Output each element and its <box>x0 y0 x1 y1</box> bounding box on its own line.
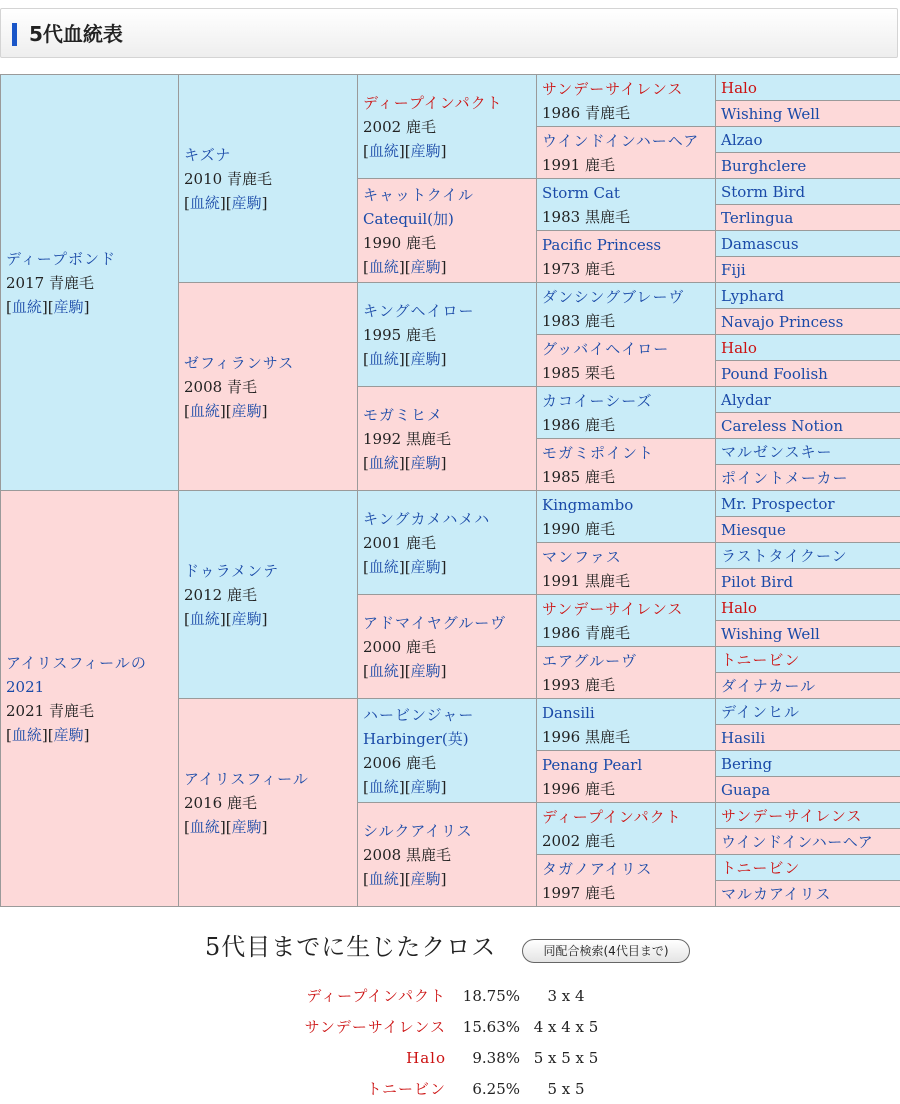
dam2-info: 2016 鹿毛 <box>184 791 357 815</box>
ddd-cell <box>537 439 716 491</box>
sds-info: 1983 黒鹿毛 <box>542 205 715 229</box>
dd2-cell: シルクアイリス 2008 黒鹿毛 [血統][産駒] <box>358 803 537 907</box>
cross-generations: 3 x 4 <box>528 980 604 1011</box>
g5-name-link[interactable]: Halo <box>721 336 900 360</box>
progeny-link[interactable]: 産駒 <box>411 778 441 796</box>
cross-horse-link[interactable]: Halo <box>406 1049 446 1067</box>
ss-cell: ディープインパクト 2002 鹿毛 [血統][産駒] <box>358 75 537 179</box>
cross-section-title: 5代目までに生じたクロス <box>205 930 496 964</box>
sd-cell: キャットクイル Catequil(加) 1990 鹿毛 [血統][産駒] <box>358 179 537 283</box>
g5-name-link[interactable]: Fiji <box>721 258 900 282</box>
pedigree-link[interactable]: 血統 <box>369 350 399 368</box>
progeny-link[interactable]: 産駒 <box>232 194 262 212</box>
g5-cell <box>716 335 900 361</box>
sd-name-link[interactable]: キャットクイル <box>363 183 536 207</box>
sdd-cell <box>537 231 716 283</box>
ss2-cell: キングカメハメハ 2001 鹿毛 [血統][産駒] <box>358 491 537 595</box>
dsd2-name-link[interactable]: Penang Pearl <box>542 753 715 777</box>
section-header <box>0 8 898 58</box>
g5-name-link[interactable]: ウインドインハーヘア <box>721 830 900 854</box>
g5-name-link[interactable]: Bering <box>721 752 900 776</box>
cross-table <box>290 980 604 1104</box>
dss2-info: 1996 黒鹿毛 <box>542 725 715 749</box>
progeny-link[interactable]: 産駒 <box>411 558 441 576</box>
g5-name-link[interactable]: デインヒル <box>721 700 900 724</box>
sds-name-link[interactable]: Storm Cat <box>542 181 715 205</box>
g5-name-link[interactable]: トニービン <box>721 648 900 672</box>
ssd-info: 1991 鹿毛 <box>542 153 715 177</box>
g5-cell <box>716 569 900 595</box>
g5-name-link[interactable]: Storm Bird <box>721 180 900 204</box>
horse2-name2-link[interactable]: 2021 <box>6 675 178 699</box>
pedigree-link[interactable]: 血統 <box>190 610 220 628</box>
g5-cell <box>716 465 900 491</box>
cross-generations: 5 x 5 <box>528 1073 604 1104</box>
g5-cell <box>716 517 900 543</box>
dsd-name-link[interactable]: グッバイヘイロー <box>542 337 715 361</box>
ddd2-cell <box>537 855 716 907</box>
dam-info: 2008 青毛 <box>184 375 357 399</box>
pedigree-link[interactable]: 血統 <box>190 818 220 836</box>
dss2-name-link[interactable]: Dansili <box>542 701 715 725</box>
pedigree-link[interactable]: 血統 <box>369 662 399 680</box>
sds-cell <box>537 179 716 231</box>
ds-cell: キングヘイロー 1995 鹿毛 [血統][産駒] <box>358 283 537 387</box>
dds-name-link[interactable]: カコイーシーズ <box>542 389 715 413</box>
sds2-name-link[interactable]: サンデーサイレンス <box>542 597 715 621</box>
sire-cell: キズナ 2010 青鹿毛 [血統][産駒] <box>179 75 358 283</box>
ds2-name2-link[interactable]: Harbinger(英) <box>363 727 536 751</box>
g5-name-link[interactable]: Terlingua <box>721 206 900 230</box>
pedigree-link[interactable]: 血統 <box>369 778 399 796</box>
pedigree-link[interactable]: 血統 <box>190 194 220 212</box>
cross-horse-link[interactable]: トニービン <box>367 1080 446 1098</box>
ds-name-link[interactable]: キングヘイロー <box>363 299 536 323</box>
sd2-cell: アドマイヤグルーヴ 2000 鹿毛 [血統][産駒] <box>358 595 537 699</box>
g5-cell <box>716 829 900 855</box>
g5-name-link[interactable]: Alydar <box>721 388 900 412</box>
cross-generations: 4 x 4 x 5 <box>528 1011 604 1042</box>
g5-cell <box>716 101 900 127</box>
progeny-link[interactable]: 産駒 <box>411 870 441 888</box>
dd-name-link[interactable]: モガミヒメ <box>363 403 536 427</box>
cross-percent: 18.75% <box>460 980 528 1011</box>
horse2-info: 2021 青鹿毛 <box>6 699 178 723</box>
ssd2-name-link[interactable]: マンファス <box>542 545 715 569</box>
g5-name-link[interactable]: Damascus <box>721 232 900 256</box>
cross-row <box>290 1042 604 1073</box>
progeny-link[interactable]: 産駒 <box>232 610 262 628</box>
progeny-link[interactable]: 産駒 <box>411 258 441 276</box>
pedigree-table <box>0 74 900 907</box>
g5-name-link[interactable]: ダイナカール <box>721 674 900 698</box>
g5-cell <box>716 491 900 517</box>
sdd2-name-link[interactable]: エアグルーヴ <box>542 649 715 673</box>
g5-name-link[interactable]: Guapa <box>721 778 900 802</box>
g5-cell <box>716 127 900 153</box>
sd2-info: 2000 鹿毛 <box>363 635 536 659</box>
sd-info: 1990 鹿毛 <box>363 231 536 255</box>
progeny-link[interactable]: 産駒 <box>411 350 441 368</box>
progeny-link[interactable]: 産駒 <box>54 298 84 316</box>
dd-info: 1992 黒鹿毛 <box>363 427 536 451</box>
g5-name-link[interactable]: Navajo Princess <box>721 310 900 334</box>
g5-name-link[interactable]: Mr. Prospector <box>721 492 900 516</box>
g5-name-link[interactable]: Burghclere <box>721 154 900 178</box>
header-accent-bar <box>12 23 17 46</box>
horse2-name-link[interactable]: アイリスフィールの <box>6 651 178 675</box>
ds2-info: 2006 鹿毛 <box>363 751 536 775</box>
g5-cell <box>716 439 900 465</box>
pedigree-link[interactable]: 血統 <box>369 142 399 160</box>
horse-info: 2017 青鹿毛 <box>6 271 178 295</box>
sds2-cell <box>537 595 716 647</box>
g5-cell <box>716 803 900 829</box>
ds2-cell: ハービンジャー Harbinger(英) 2006 鹿毛 [血統][産駒] <box>358 699 537 803</box>
g5-cell <box>716 231 900 257</box>
g5-cell <box>716 257 900 283</box>
ss2-info: 2001 鹿毛 <box>363 531 536 555</box>
horse-sire-cell <box>1 75 179 491</box>
dd2-name-link[interactable]: シルクアイリス <box>363 819 536 843</box>
dss2-cell <box>537 699 716 751</box>
cross-row <box>290 980 604 1011</box>
progeny-link[interactable]: 産駒 <box>411 142 441 160</box>
sire-name-link[interactable]: キズナ <box>184 143 357 167</box>
g5-cell <box>716 725 900 751</box>
cross-horse-link[interactable]: サンデーサイレンス <box>305 1018 446 1036</box>
ssd-name-link[interactable]: ウインドインハーヘア <box>542 129 715 153</box>
dam2-name-link[interactable]: アイリスフィール <box>184 767 357 791</box>
sss-cell <box>537 75 716 127</box>
g5-cell <box>716 881 900 907</box>
g5-name-link[interactable]: トニービン <box>721 856 900 880</box>
cross-generations: 5 x 5 x 5 <box>528 1042 604 1073</box>
sd2-name-link[interactable]: アドマイヤグルーヴ <box>363 611 536 635</box>
sire2-name-link[interactable]: ドゥラメンテ <box>184 559 357 583</box>
pedigree-link[interactable]: 血統 <box>369 870 399 888</box>
cross-row <box>290 1011 604 1042</box>
sdd2-cell <box>537 647 716 699</box>
dds2-cell <box>537 803 716 855</box>
g5-name-link[interactable]: Lyphard <box>721 284 900 308</box>
ddd-name-link[interactable]: モガミポイント <box>542 441 715 465</box>
g5-name-link[interactable]: Wishing Well <box>721 102 900 126</box>
progeny-link[interactable]: 産駒 <box>411 454 441 472</box>
g5-cell <box>716 283 900 309</box>
dam2-cell: アイリスフィール 2016 鹿毛 [血統][産駒] <box>179 699 358 907</box>
sire2-cell: ドゥラメンテ 2012 鹿毛 [血統][産駒] <box>179 491 358 699</box>
g5-cell <box>716 153 900 179</box>
sds2-info: 1986 青鹿毛 <box>542 621 715 645</box>
g5-name-link[interactable]: Miesque <box>721 518 900 542</box>
ss2-name-link[interactable]: キングカメハメハ <box>363 507 536 531</box>
cross-percent: 9.38% <box>460 1042 528 1073</box>
cross-percent: 6.25% <box>460 1073 528 1104</box>
ddd2-name-link[interactable]: タガノアイリス <box>542 857 715 881</box>
g5-cell <box>716 361 900 387</box>
g5-name-link[interactable]: マルゼンスキー <box>721 440 900 464</box>
pedigree-link[interactable]: 血統 <box>369 558 399 576</box>
sdd-name-link[interactable]: Pacific Princess <box>542 233 715 257</box>
sdd-info: 1973 鹿毛 <box>542 257 715 281</box>
horse-links: [血統][産駒] <box>6 295 178 319</box>
ddd-info: 1985 鹿毛 <box>542 465 715 489</box>
ss-name-link[interactable]: ディープインパクト <box>363 91 536 115</box>
dsd2-cell <box>537 751 716 803</box>
ssd2-cell <box>537 543 716 595</box>
progeny-link[interactable]: 産駒 <box>54 726 84 744</box>
ds-info: 1995 鹿毛 <box>363 323 536 347</box>
g5-cell <box>716 413 900 439</box>
ds2-name-link[interactable]: ハービンジャー <box>363 703 536 727</box>
g5-name-link[interactable]: ポイントメーカー <box>721 466 900 490</box>
g5-name-link[interactable]: Halo <box>721 76 900 100</box>
g5-name-link[interactable]: Hasili <box>721 726 900 750</box>
dss-info: 1983 鹿毛 <box>542 309 715 333</box>
g5-name-link[interactable]: ラストタイクーン <box>721 544 900 568</box>
ssd2-info: 1991 黒鹿毛 <box>542 569 715 593</box>
g5-cell <box>716 179 900 205</box>
g5-cell <box>716 673 900 699</box>
sdd2-info: 1993 鹿毛 <box>542 673 715 697</box>
cross-horse-link[interactable]: ディープインパクト <box>306 987 446 1005</box>
pedigree-link[interactable]: 血統 <box>190 402 220 420</box>
g5-cell <box>716 309 900 335</box>
g5-cell <box>716 387 900 413</box>
dds2-name-link[interactable]: ディープインパクト <box>542 805 715 829</box>
horse-name-link[interactable]: ディープボンド <box>6 247 178 271</box>
g5-name-link[interactable]: マルカアイリス <box>721 882 900 906</box>
dsd-info: 1985 栗毛 <box>542 361 715 385</box>
cross-row <box>290 1073 604 1104</box>
g5-name-link[interactable]: Alzao <box>721 128 900 152</box>
pedigree-link[interactable]: 血統 <box>369 258 399 276</box>
progeny-link[interactable]: 産駒 <box>232 818 262 836</box>
horse2-dam-cell: アイリスフィールの 2021 2021 青鹿毛 [血統][産駒] <box>1 491 179 907</box>
g5-cell <box>716 543 900 569</box>
g5-cell <box>716 855 900 881</box>
pedigree-link[interactable]: 血統 <box>12 298 42 316</box>
g5-cell <box>716 75 900 101</box>
dam-name-link[interactable]: ゼフィランサス <box>184 351 357 375</box>
pedigree-link[interactable]: 血統 <box>369 454 399 472</box>
ssd-cell <box>537 127 716 179</box>
g5-name-link[interactable]: Halo <box>721 596 900 620</box>
dam-cell: ゼフィランサス 2008 青毛 [血統][産駒] <box>179 283 358 491</box>
cross-percent: 15.63% <box>460 1011 528 1042</box>
g5-name-link[interactable]: Careless Notion <box>721 414 900 438</box>
progeny-link[interactable]: 産駒 <box>232 402 262 420</box>
sss2-info: 1990 鹿毛 <box>542 517 715 541</box>
sd-name2-link[interactable]: Catequil(加) <box>363 207 536 231</box>
sss-info: 1986 青鹿毛 <box>542 101 715 125</box>
dds-cell <box>537 387 716 439</box>
sss2-name-link[interactable]: Kingmambo <box>542 493 715 517</box>
g5-cell <box>716 751 900 777</box>
g5-name-link[interactable]: Pound Foolish <box>721 362 900 386</box>
dsd2-info: 1996 鹿毛 <box>542 777 715 801</box>
progeny-link[interactable]: 産駒 <box>411 662 441 680</box>
sire-info: 2010 青鹿毛 <box>184 167 357 191</box>
g5-cell <box>716 205 900 231</box>
g5-cell <box>716 621 900 647</box>
g5-cell <box>716 595 900 621</box>
sss2-cell <box>537 491 716 543</box>
g5-name-link[interactable]: サンデーサイレンス <box>721 804 900 828</box>
g5-name-link[interactable]: Pilot Bird <box>721 570 900 594</box>
dds2-info: 2002 鹿毛 <box>542 829 715 853</box>
dd-cell: モガミヒメ 1992 黒鹿毛 [血統][産駒] <box>358 387 537 491</box>
g5-cell <box>716 777 900 803</box>
dds-info: 1986 鹿毛 <box>542 413 715 437</box>
sire2-info: 2012 鹿毛 <box>184 583 357 607</box>
sss-name-link[interactable]: サンデーサイレンス <box>542 77 715 101</box>
g5-cell <box>716 647 900 673</box>
dsd-cell <box>537 335 716 387</box>
ss-info: 2002 鹿毛 <box>363 115 536 139</box>
ddd2-info: 1997 鹿毛 <box>542 881 715 905</box>
dd2-info: 2008 黒鹿毛 <box>363 843 536 867</box>
pedigree-link[interactable]: 血統 <box>12 726 42 744</box>
dss-cell <box>537 283 716 335</box>
similar-breeding-search-button[interactable]: 同配合検索(4代目まで) <box>522 939 690 963</box>
g5-name-link[interactable]: Wishing Well <box>721 622 900 646</box>
dss-name-link[interactable]: ダンシングブレーヴ <box>542 285 715 309</box>
page-title: 5代血統表 <box>29 20 123 48</box>
g5-cell <box>716 699 900 725</box>
